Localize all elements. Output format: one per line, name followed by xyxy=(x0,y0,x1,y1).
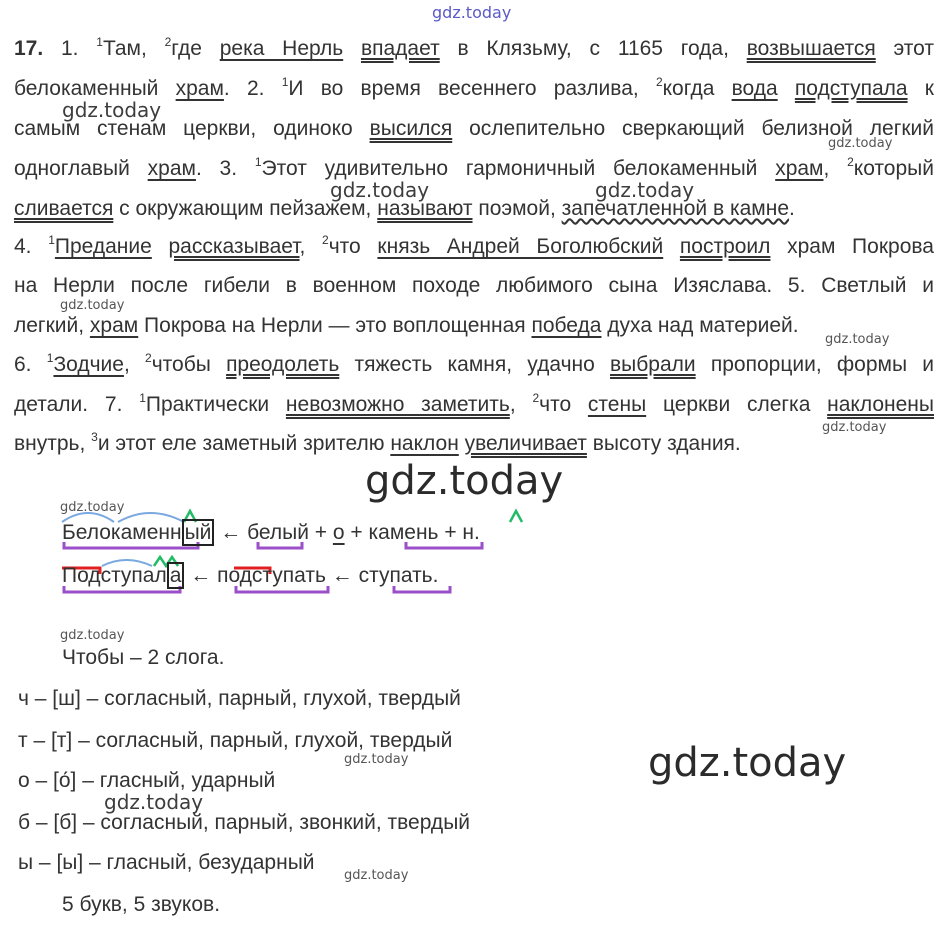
phonetics-row: т – [т] – согласный, парный, глухой, твердый xyxy=(18,729,453,752)
text: в Клязьму, с 1165 года, xyxy=(439,37,747,60)
watermark: gdz.today xyxy=(60,298,125,313)
predicate: рассказывает xyxy=(168,235,300,258)
text: этот xyxy=(875,37,935,60)
text: , xyxy=(509,393,533,416)
text: . 3. xyxy=(195,157,255,180)
watermark: gdz.today xyxy=(828,136,893,151)
subject: река Нерль xyxy=(219,37,344,60)
predicate: выбрали xyxy=(610,353,696,376)
clause-index: 2 xyxy=(532,391,540,405)
watermark: gdz.today xyxy=(62,98,162,122)
word-stem: Подступал xyxy=(62,564,167,587)
subject: храм xyxy=(775,157,824,180)
watermark: gdz.today xyxy=(104,790,204,814)
predicate: возвышается xyxy=(746,37,876,60)
phonetics-row: ы – [ы] – гласный, безударный xyxy=(18,851,315,874)
text: белокаменный xyxy=(14,77,176,100)
predicate: высился xyxy=(369,117,453,140)
text: с окружающим пейзажем, xyxy=(113,197,378,220)
clause-index: 2 xyxy=(164,35,172,49)
watermark: gdz.today xyxy=(60,628,125,643)
clause-index: 1 xyxy=(48,233,55,247)
text: 1. xyxy=(43,37,97,60)
subject: храм xyxy=(147,157,196,180)
text: ослепительно сверкающий белизной легкий xyxy=(452,117,934,140)
watermark-top: gdz.today xyxy=(432,3,512,22)
predicate: называют xyxy=(377,197,473,220)
text: к xyxy=(907,77,934,100)
source-word: ступать xyxy=(358,564,433,587)
word-stem: Белокаменн xyxy=(62,521,182,544)
phonetics-row: ч – [ш] – согласный, парный, глухой, твердый xyxy=(18,687,461,710)
predicate: построил xyxy=(679,235,771,258)
clause-index: 2 xyxy=(322,233,329,247)
arrow: ← xyxy=(325,564,359,587)
clause-index: 1 xyxy=(46,351,54,365)
subject: Зодчие xyxy=(53,353,124,376)
text: духа над материей. xyxy=(601,314,799,337)
predicate: подступала xyxy=(794,77,908,100)
interfix: о xyxy=(332,521,345,544)
suffix: н xyxy=(462,521,475,544)
subject: победа xyxy=(531,314,602,337)
clause-index: 1 xyxy=(96,35,103,49)
phonetics-row: б – [б] – согласный, парный, звонкий, твердый xyxy=(18,811,471,834)
text: и этот еле заметный зрителю xyxy=(97,432,391,455)
arrow: ← xyxy=(184,564,218,587)
arrow: ← xyxy=(214,521,248,544)
text: внутрь, xyxy=(14,432,92,455)
text: Там, xyxy=(102,37,165,60)
text: . 2. xyxy=(223,77,282,100)
subject: храм xyxy=(175,77,224,100)
clause-index: 3 xyxy=(91,430,98,444)
text: который xyxy=(853,157,934,180)
text: . xyxy=(432,564,439,587)
plus-sign: + xyxy=(344,521,369,544)
text: когда xyxy=(662,77,732,100)
source-word: белый xyxy=(247,521,309,544)
subject: храм xyxy=(89,314,139,337)
subject: князь Андрей Боголюбский xyxy=(377,235,664,258)
clause-index: 1 xyxy=(139,391,146,405)
text: Этот удивительно гармоничный белокаменный xyxy=(261,157,776,180)
predicate: наклонены xyxy=(827,393,934,416)
predicate: увеличивает xyxy=(464,432,587,455)
text: храм Покрова xyxy=(770,235,934,258)
clause-index: 1 xyxy=(281,75,289,89)
text: чтобы xyxy=(151,353,227,376)
predicate: невозможно заметить xyxy=(285,393,510,416)
clause-index: 2 xyxy=(655,75,663,89)
text: где xyxy=(171,37,220,60)
text: , xyxy=(823,157,848,180)
text: на Нерли после гибели в военном походе любимого сына Изяслава. 5. Светлый и xyxy=(14,274,934,297)
watermark: gdz.today xyxy=(344,752,409,767)
text: 4. xyxy=(14,235,49,258)
text: что xyxy=(328,235,378,258)
text: тяжесть камня, удачно xyxy=(339,353,611,376)
text: детали. 7. xyxy=(14,393,140,416)
text: легкий, xyxy=(14,314,90,337)
text: одноглавый xyxy=(14,157,148,180)
text: . xyxy=(474,521,480,544)
phonetics-row: о – [о́] – гласный, ударный xyxy=(18,769,276,792)
source-word: камень xyxy=(368,521,439,544)
subject: вода xyxy=(731,77,778,100)
watermark: gdz.today xyxy=(60,500,125,515)
predicate: впадает xyxy=(360,37,440,60)
ending-box: а xyxy=(167,562,185,589)
predicate: сливается xyxy=(14,197,114,220)
plus-sign: + xyxy=(308,521,333,544)
text: церкви слегка xyxy=(646,393,828,416)
subject: наклон xyxy=(390,432,459,455)
modifier: запечатленной в камне xyxy=(561,197,790,220)
text: 6. xyxy=(14,353,47,376)
text: . xyxy=(789,197,795,220)
text: Покрова на Нерли — это воплощенная xyxy=(138,314,532,337)
ending-box: ый xyxy=(182,519,215,546)
morpheme-row-1 xyxy=(62,520,480,546)
watermark: gdz.today xyxy=(330,178,430,202)
exercise-number: 17. xyxy=(14,37,44,60)
morpheme-row-2 xyxy=(62,563,438,589)
text: Практически xyxy=(145,393,286,416)
text: что xyxy=(539,393,588,416)
clause-index: 1 xyxy=(254,155,262,169)
clause-index: 2 xyxy=(847,155,854,169)
text: самым стенам церкви, одиноко xyxy=(14,117,370,140)
predicate: преодолеть xyxy=(226,353,340,376)
watermark: gdz.today xyxy=(825,332,890,347)
subject: Предание xyxy=(54,235,152,258)
text: , xyxy=(123,353,146,376)
text: И во время весеннего разлива, xyxy=(288,77,656,100)
subject: стены xyxy=(587,393,647,416)
text: высоту здания. xyxy=(586,432,741,455)
watermark: gdz.today xyxy=(344,868,409,883)
text: , xyxy=(299,235,323,258)
watermark-large: gdz.today xyxy=(648,740,847,786)
suffix-mark xyxy=(510,511,522,522)
text: пропорции, формы и xyxy=(695,353,934,376)
phonetics-summary: 5 букв, 5 звуков. xyxy=(62,893,221,916)
text: поэмой, xyxy=(472,197,562,220)
clause-index: 2 xyxy=(145,351,152,365)
plus-sign: + xyxy=(438,521,463,544)
phonetics-title: Чтобы – 2 слога. xyxy=(62,646,225,669)
source-word: подступать xyxy=(217,564,326,587)
watermark: gdz.today xyxy=(822,420,887,435)
watermark: gdz.today xyxy=(595,178,695,202)
watermark-large: gdz.today xyxy=(365,458,564,504)
